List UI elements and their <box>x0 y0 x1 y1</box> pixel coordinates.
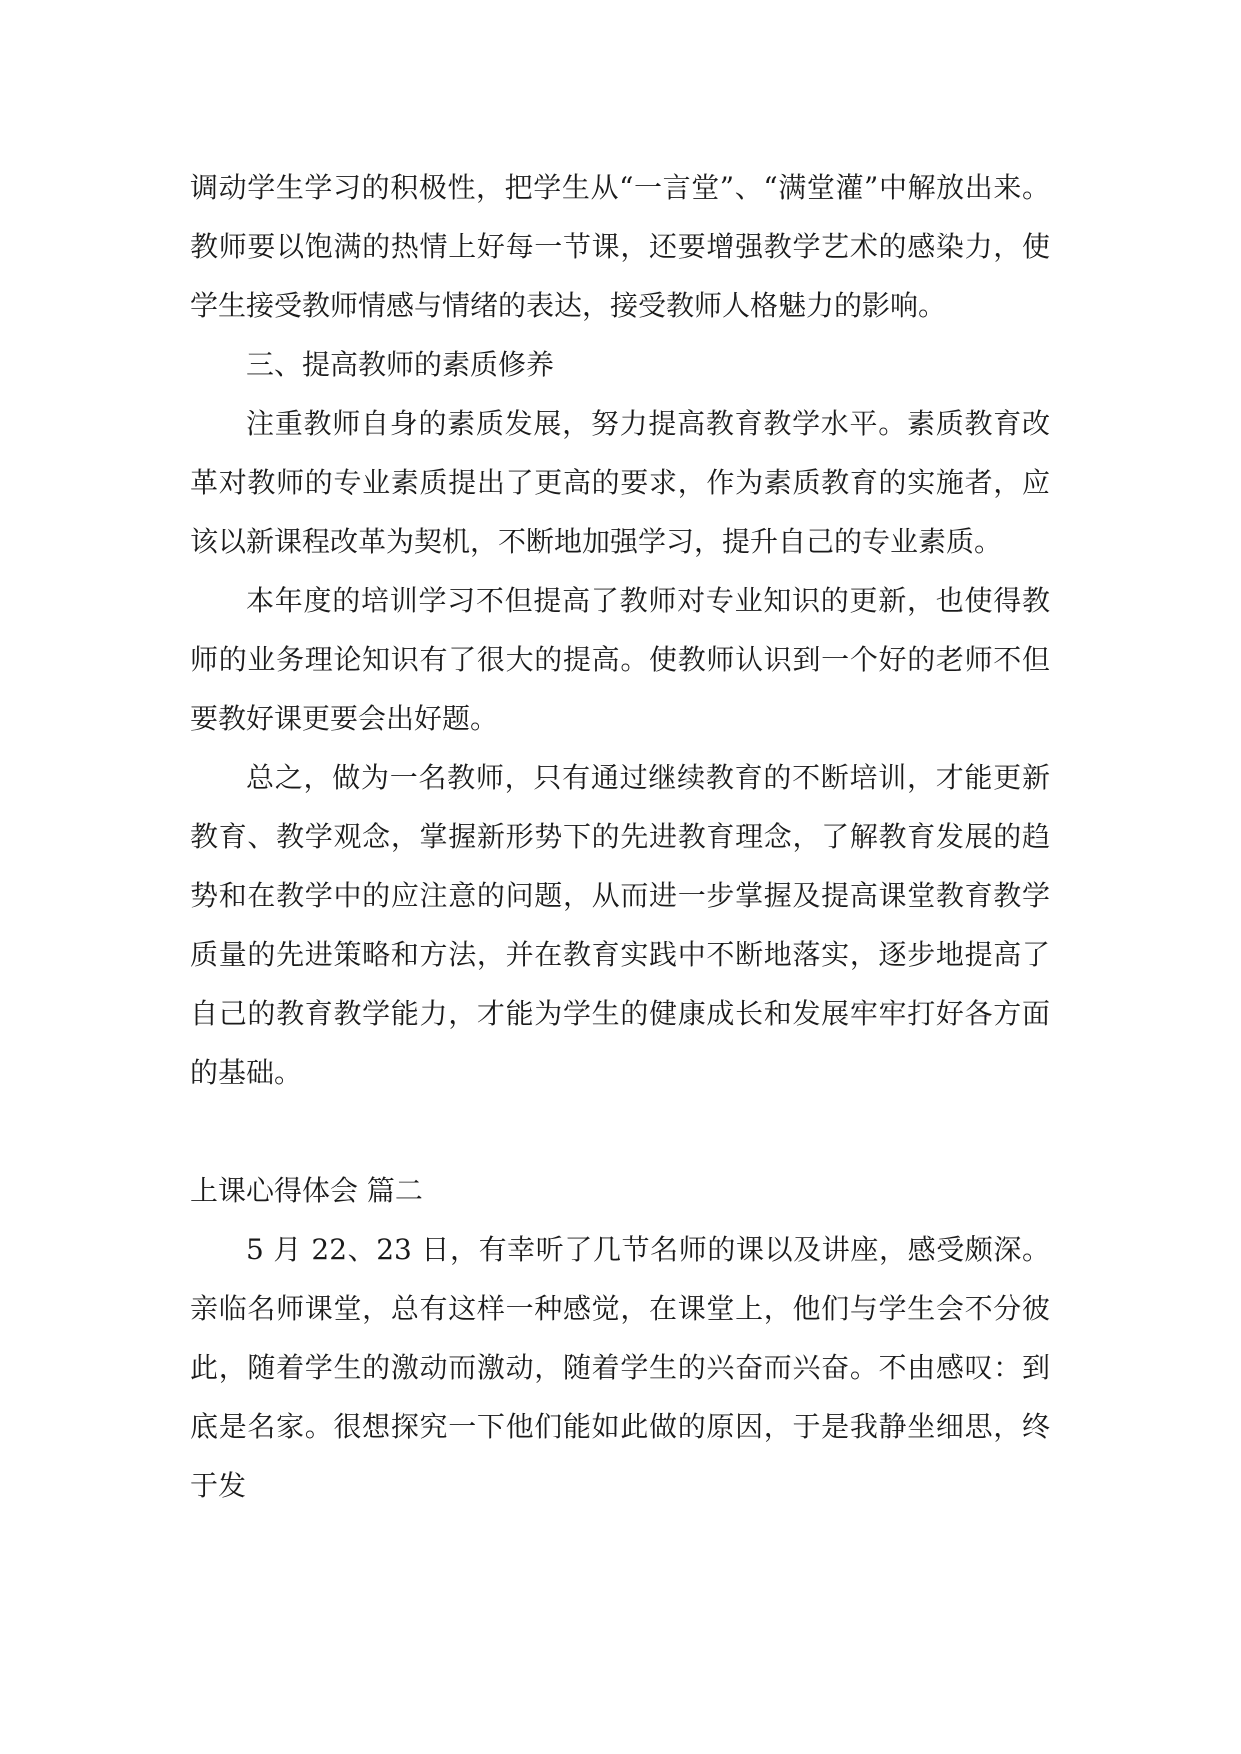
section-heading-three: 三、提高教师的素质修养 <box>246 348 555 381</box>
section-title: 上课心得体会 篇二 <box>190 1174 423 1207</box>
paragraph-conclusion: 总之，做为一名教师，只有通过继续教育的不断培训，才能更新教育、教学观念，掌握新形势下的先进教育理念，了解教育发展的趋势和在教学中的应注意的问题，从而进一步掌握及提高课堂教育教学质量的先进策略和方法，并在教育实践中不断地落实，逐步地提高了自己的教育教学能力，才能为学生的健康成长和发展牢牢打好各方面的基础。 <box>190 761 1050 1089</box>
paragraph-part-two-intro: 5 月 22、23 日，有幸听了几节名师的课以及讲座，感受颇深。亲临名师课堂，总有这样一种感觉，在课堂上，他们与学生会不分彼此，随着学生的激动而激动，随着学生的兴奋而兴奋。不由感叹：到底是名家。很想探究一下他们能如此做的原因，于是我静坐细思，终于发 <box>190 1233 1050 1502</box>
document-body <box>190 158 1050 1515</box>
paragraph-training: 本年度的培训学习不但提高了教师对专业知识的更新，也使得教师的业务理论知识有了很大的提高。使教师认识到一个好的老师不但要教好课更要会出好题。 <box>190 584 1050 735</box>
paragraph-continued: 调动学生学习的积极性，把学生从“一言堂”、“满堂灌”中解放出来。教师要以饱满的热情上好每一节课，还要增强教学艺术的感染力，使学生接受教师情感与情绪的表达，接受教师人格魅力的影响。 <box>190 171 1050 322</box>
paragraph-teacher-quality: 注重教师自身的素质发展，努力提高教育教学水平。素质教育改革对教师的专业素质提出了更高的要求，作为素质教育的实施者，应该以新课程改革为契机，不断地加强学习，提升自己的专业素质。 <box>190 407 1050 558</box>
